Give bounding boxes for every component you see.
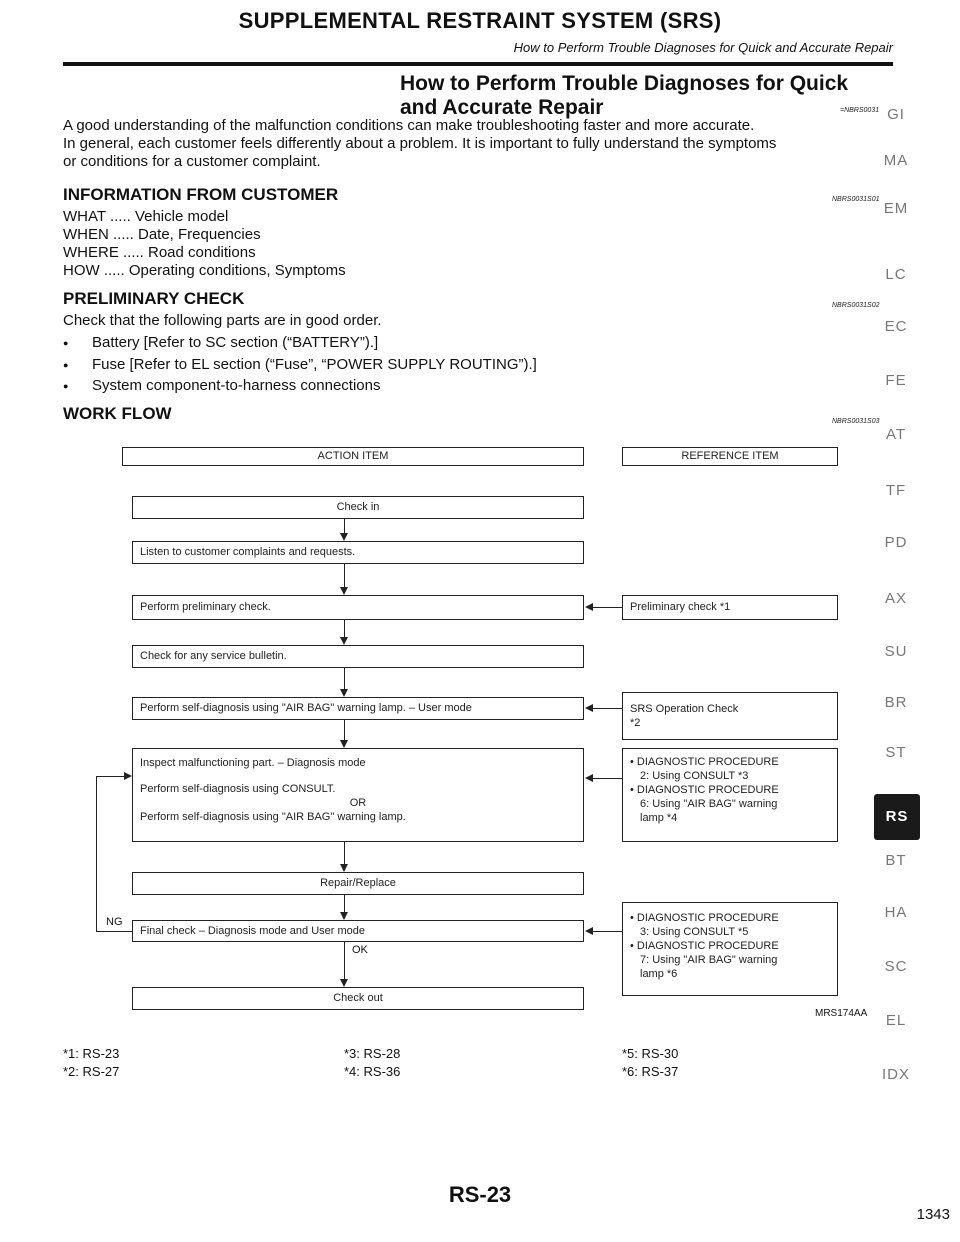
connector-line (344, 519, 345, 533)
connector-line (344, 842, 345, 864)
step-inspect-line-1: Inspect malfunctioning part. – Diagnosis mode (140, 757, 366, 769)
footnote-5: *5: RS-30 (622, 1046, 679, 1061)
header-rule (63, 62, 893, 66)
workflow-code: NBRS0031S03 (832, 418, 880, 425)
sidebar-tab-em[interactable]: EM (883, 200, 909, 217)
ref-srs-line-2: *2 (630, 717, 641, 729)
reference-connector (592, 607, 622, 608)
step-listen: Listen to customer complaints and requests. (132, 541, 584, 564)
page-number: 1343 (916, 1206, 950, 1223)
reference-connector (592, 778, 622, 779)
arrow-left-icon (585, 603, 593, 611)
footnote-6: *6: RS-37 (622, 1064, 679, 1079)
ref-srs-operation-check (622, 692, 838, 740)
arrow-left-icon (585, 704, 593, 712)
sidebar-tab-rs-active[interactable]: RS (874, 794, 920, 840)
prelim-code: NBRS0031S02 (832, 302, 880, 309)
connector-line (344, 564, 345, 587)
ng-loop-line (96, 776, 124, 777)
section-code: =NBRS0031 (840, 107, 880, 114)
prelim-bullet-3: ● System component-to-harness connections (92, 377, 380, 394)
arrow-down-icon (340, 587, 348, 595)
arrow-down-icon (340, 689, 348, 697)
ref-diag-b-line-1: • DIAGNOSTIC PROCEDURE (630, 912, 779, 924)
step-inspect-or: OR (349, 797, 367, 809)
ref-diagnostic-procedure-a (622, 748, 838, 842)
intro-paragraph (63, 117, 895, 171)
intro-line-3: or conditions for a customer complaint. (63, 153, 321, 170)
footnote-1: *1: RS-23 (63, 1046, 120, 1061)
ref-diag-b-line-4: 7: Using "AIR BAG" warning (640, 954, 778, 966)
ref-diagnostic-procedure-b (622, 902, 838, 996)
sidebar-tab-ma[interactable]: MA (883, 152, 909, 169)
ref-preliminary-check: Preliminary check *1 (622, 595, 838, 620)
sidebar-tab-br[interactable]: BR (884, 694, 908, 711)
step-self-diagnosis: Perform self-diagnosis using "AIR BAG" warning lamp. – User mode (132, 697, 584, 720)
intro-line-1: A good understanding of the malfunction conditions can make troubleshooting faster and more accurate. (63, 117, 755, 134)
intro-line-2: In general, each customer feels differently about a problem. It is important to fully understand the symptoms (63, 135, 777, 152)
arrow-down-icon (340, 533, 348, 541)
ref-diag-a-line-4: 6: Using "AIR BAG" warning (640, 798, 778, 810)
step-repair-replace: Repair/Replace (132, 872, 584, 895)
section-title (400, 72, 848, 120)
arrow-left-icon (585, 927, 593, 935)
arrow-down-icon (340, 740, 348, 748)
ref-diag-a-line-2: 2: Using CONSULT *3 (640, 770, 749, 782)
sidebar-tab-lc[interactable]: LC (885, 266, 907, 283)
info-heading: INFORMATION FROM CUSTOMER (63, 185, 339, 204)
workflow-heading: WORK FLOW (63, 404, 172, 423)
sidebar-tab-sc[interactable]: SC (884, 958, 908, 975)
step-inspect-line-3: Perform self-diagnosis using "AIR BAG" warning lamp. (140, 811, 406, 823)
step-check-out: Check out (132, 987, 584, 1010)
footnote-4: *4: RS-36 (344, 1064, 401, 1079)
ref-diag-a-line-5: lamp *4 (640, 812, 678, 824)
ok-label: OK (352, 944, 368, 956)
arrow-down-icon (340, 637, 348, 645)
ref-diag-b-line-2: 3: Using CONSULT *5 (640, 926, 749, 938)
step-preliminary-check: Perform preliminary check. (132, 595, 584, 620)
sidebar-tab-bt[interactable]: BT (885, 852, 907, 869)
info-how: HOW ..... Operating conditions, Symptoms (63, 262, 346, 279)
sidebar-tab-ax[interactable]: AX (884, 590, 907, 607)
arrow-down-icon (340, 979, 348, 987)
footnote-3: *3: RS-28 (344, 1046, 401, 1061)
page-header-subtitle: How to Perform Trouble Diagnoses for Quick and Accurate Repair (513, 40, 893, 55)
ref-diag-a-line-3: • DIAGNOSTIC PROCEDURE (630, 784, 779, 796)
arrow-right-icon (124, 772, 132, 780)
ref-diag-b-line-5: lamp *6 (640, 968, 678, 980)
ng-loop-line (96, 931, 132, 932)
arrow-down-icon (340, 864, 348, 872)
sidebar-tab-tf[interactable]: TF (885, 482, 907, 499)
sidebar-tab-gi[interactable]: GI (887, 106, 905, 123)
info-what: WHAT ..... Vehicle model (63, 208, 229, 225)
connector-line (344, 895, 345, 912)
arrow-down-icon (340, 912, 348, 920)
sidebar-tab-fe[interactable]: FE (885, 372, 907, 389)
prelim-heading: PRELIMINARY CHECK (63, 289, 245, 308)
ref-diag-a-line-1: • DIAGNOSTIC PROCEDURE (630, 756, 779, 768)
ref-diag-b-line-3: • DIAGNOSTIC PROCEDURE (630, 940, 779, 952)
action-item-header: ACTION ITEM (122, 447, 584, 466)
reference-connector (592, 708, 622, 709)
sidebar-tab-idx[interactable]: IDX (881, 1066, 910, 1083)
step-service-bulletin: Check for any service bulletin. (132, 645, 584, 668)
ng-loop-line (96, 776, 97, 932)
footnote-2: *2: RS-27 (63, 1064, 120, 1079)
section-title-line1: How to Perform Trouble Diagnoses for Quick (400, 72, 849, 95)
connector-line (344, 668, 345, 689)
sidebar-tab-ec[interactable]: EC (884, 318, 908, 335)
prelim-bullet-1: ● Battery [Refer to SC section (“BATTERY”).] (92, 334, 378, 351)
sidebar-tab-pd[interactable]: PD (884, 534, 908, 551)
sidebar-tab-su[interactable]: SU (884, 643, 908, 660)
step-final-check: Final check – Diagnosis mode and User mode (132, 920, 584, 942)
connector-line (344, 720, 345, 740)
sidebar-tab-st[interactable]: ST (885, 744, 907, 761)
sidebar-tab-el[interactable]: EL (885, 1012, 907, 1029)
step-check-in: Check in (132, 496, 584, 519)
sidebar-tab-at[interactable]: AT (885, 426, 907, 443)
arrow-left-icon (585, 774, 593, 782)
ng-label: NG (106, 916, 123, 928)
page-label: RS-23 (448, 1182, 512, 1207)
connector-line (344, 942, 345, 979)
info-where: WHERE ..... Road conditions (63, 244, 256, 261)
page-header-title: SUPPLEMENTAL RESTRAINT SYSTEM (SRS) (238, 8, 722, 33)
section-title-line2: and Accurate Repair (400, 96, 604, 119)
figure-id: MRS174AA (815, 1008, 868, 1019)
prelim-bullet-2: ● Fuse [Refer to EL section (“Fuse”, “POWER SUPPLY ROUTING”).] (92, 356, 537, 373)
reference-item-header: REFERENCE ITEM (622, 447, 838, 466)
step-inspect-line-2: Perform self-diagnosis using CONSULT. (140, 783, 336, 795)
ref-srs-line-1: SRS Operation Check (630, 703, 739, 715)
reference-connector (592, 931, 622, 932)
info-when: WHEN ..... Date, Frequencies (63, 226, 261, 243)
connector-line (344, 620, 345, 637)
info-code: NBRS0031S01 (832, 196, 880, 203)
prelim-intro: Check that the following parts are in good order. (63, 312, 382, 329)
step-inspect (132, 748, 584, 842)
sidebar-tab-ha[interactable]: HA (884, 904, 908, 921)
